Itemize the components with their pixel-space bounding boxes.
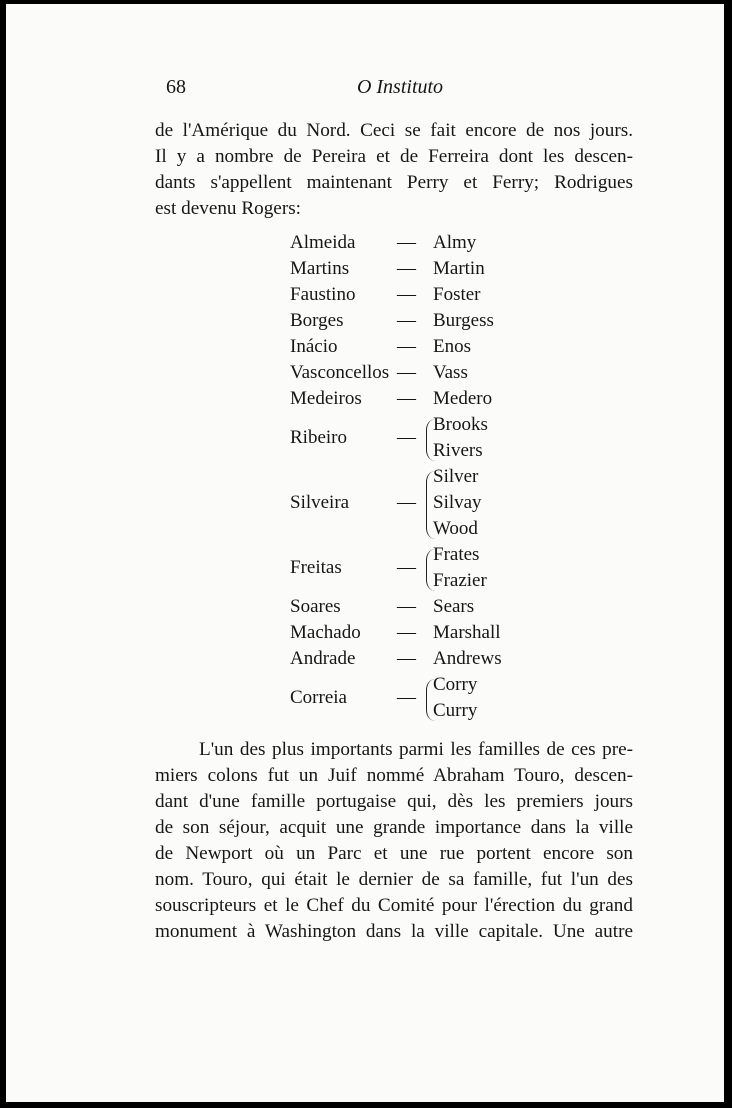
portuguese-name: Borges xyxy=(290,310,344,331)
dash-separator: — xyxy=(397,284,416,305)
portuguese-name: Medeiros xyxy=(290,388,362,409)
dash-separator: — xyxy=(397,232,416,253)
body-paragraph xyxy=(155,737,633,945)
english-name: Frates xyxy=(433,544,480,565)
english-name: Martin xyxy=(433,258,485,279)
intro-paragraph xyxy=(155,118,633,222)
portuguese-name: Andrade xyxy=(290,648,356,669)
dash-separator: — xyxy=(397,427,416,448)
intro-line: Il y a nombre de Pereira et de Ferreira dont les descen- xyxy=(155,146,633,167)
portuguese-name: Soares xyxy=(290,596,341,617)
dash-separator: — xyxy=(397,622,416,643)
english-name: Enos xyxy=(433,336,471,357)
dash-separator: — xyxy=(397,687,416,708)
body-line: souscripteurs et le Chef du Comité pour l'érection du grand xyxy=(155,895,633,916)
body-line: dant d'une famille portugaise qui, dès les premiers jours xyxy=(155,791,633,812)
name-correspondence-list xyxy=(290,232,530,732)
body-line: nom. Touro, qui était le dernier de sa famille, fut l'un des xyxy=(155,869,633,890)
english-name: Medero xyxy=(433,388,493,409)
portuguese-name: Ribeiro xyxy=(290,427,347,448)
english-name: Foster xyxy=(433,284,481,305)
body-line: miers colons fut un Juif nommé Abraham Touro, descen- xyxy=(155,765,633,786)
body-line: de son séjour, acquit une grande importance dans la ville xyxy=(155,817,633,838)
dash-separator: — xyxy=(397,648,416,669)
body-line: monument à Washington dans la ville capitale. Une autre xyxy=(155,921,633,942)
portuguese-name: Correia xyxy=(290,687,347,708)
dash-separator: — xyxy=(397,596,416,617)
portuguese-name: Vasconcellos xyxy=(290,362,390,383)
page-header xyxy=(160,76,640,104)
english-name: Brooks xyxy=(433,414,488,435)
english-name: Sears xyxy=(433,596,475,617)
intro-line: est devenu Rogers: xyxy=(155,198,302,219)
english-name: Vass xyxy=(433,362,468,383)
body-line: L'un des plus importants parmi les familles de ces pre- xyxy=(199,739,633,760)
dash-separator: — xyxy=(397,388,416,409)
english-name: Curry xyxy=(433,700,478,721)
english-name: Almy xyxy=(433,232,477,253)
english-name: Rivers xyxy=(433,440,483,461)
running-title: O Instituto xyxy=(356,76,444,98)
body-line: de Newport où un Parc et une rue portent encore son xyxy=(155,843,633,864)
page-number: 68 xyxy=(166,76,186,98)
portuguese-name: Almeida xyxy=(290,232,356,253)
english-name: Andrews xyxy=(433,648,502,669)
english-name: Silver xyxy=(433,466,479,487)
english-name: Frazier xyxy=(433,570,487,591)
english-name: Silvay xyxy=(433,492,482,513)
intro-line: dants s'appellent maintenant Perry et Ferry; Rodrigues xyxy=(155,172,633,193)
dash-separator: — xyxy=(397,258,416,279)
dash-separator: — xyxy=(397,492,416,513)
dash-separator: — xyxy=(397,310,416,331)
portuguese-name: Inácio xyxy=(290,336,338,357)
english-name: Corry xyxy=(433,674,478,695)
dash-separator: — xyxy=(397,336,416,357)
english-name: Burgess xyxy=(433,310,494,331)
english-name: Wood xyxy=(433,518,478,539)
portuguese-name: Freitas xyxy=(290,557,342,578)
portuguese-name: Martins xyxy=(290,258,350,279)
english-name: Marshall xyxy=(433,622,501,643)
portuguese-name: Faustino xyxy=(290,284,356,305)
intro-line: de l'Amérique du Nord. Ceci se fait encore de nos jours. xyxy=(155,120,633,141)
portuguese-name: Machado xyxy=(290,622,361,643)
portuguese-name: Silveira xyxy=(290,492,350,513)
dash-separator: — xyxy=(397,557,416,578)
dash-separator: — xyxy=(397,362,416,383)
